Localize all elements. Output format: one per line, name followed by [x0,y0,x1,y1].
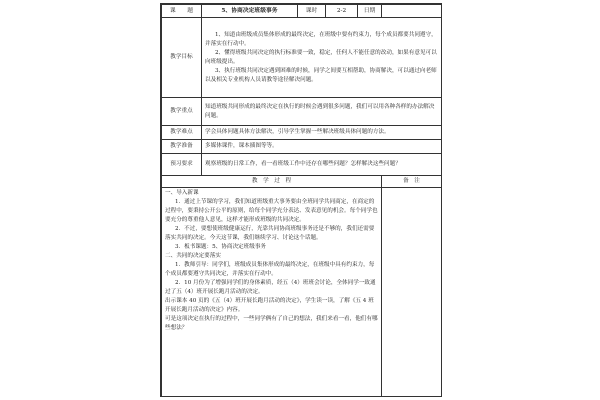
hours-label: 课时 [298,5,326,18]
topic-label: 课 题 [162,5,202,18]
process-line: 一、导入新课 [165,190,199,196]
process-line: 2．10 月份为了增强同学们的身体素质，经五（4）班班会讨论，全体同学一致通过了五（4）班开展长跑月活动的决定。 [165,280,376,295]
process-line: 可是这项决定在执行的过程中，一些同学俩有了自己的想法，我们来看一看，他们有哪些想法？ [165,316,378,331]
key-points-content: 知道班级共同形成的最终决定在执行的时候会遇到很多问题，我们可以用各种各样的办法解决问题。 [202,98,442,126]
difficulties-content: 学会具体问题具体方法解决，引导学生掌握一些解决班级具体问题的方法。 [202,126,442,140]
hours-value: 2-2 [326,5,358,18]
objectives-content [202,18,442,98]
preview-content: 观察班级的日常工作，看一看班级工作中还存在哪些问题？怎样解决这些问题？ [202,154,442,176]
process-line: 1．通过上节课的学习，我们知道班级重大事务要由全班同学共同商定，在商定的过程中，要秉持公开公平的原则，给每个同学充分表达、发表意见的机会。每个同学也要充分的尊重他人意见，这样才能形成班级的共同决定。 [165,199,378,223]
objectives-label: 教学目标 [162,18,202,98]
process-content [162,188,382,398]
remarks-header: 备 注 [382,176,442,188]
lesson-plan-document [160,3,442,397]
remarks-content [382,188,442,398]
lesson-plan-table [161,4,442,397]
process-header: 教 学 过 程 [162,176,382,188]
process-line: 1．教师引导：同学们，班级成员集体形成的最终决定，在班级中具有约束力，每个成员都要遵守共同决定，并落实在行动中。 [165,262,375,277]
date-value [382,5,442,18]
process-line: 2．不过，要想使班级健康运行，光靠共同协商班级事务还是不够的，我们还需要落实共同的决定。今天这节课，我们继续学习、讨论这个话题。 [165,226,375,241]
process-line: 出示课本 40 页的《五（4）班开展长跑月活动的决定》，学生读一读，了解《五 4 班开展长跑月活动的决定》内容。 [165,298,374,313]
preparation-label: 教学准备 [162,140,202,154]
topic-value: 5、协商决定班级事务 [202,5,298,18]
objective-item: 3、执行班级共同决定遇到困难的时候，同学之间要互相帮助，协商解决，可以通过向老师以及相关专业机构人员请教等途径解决问题。 [205,67,437,83]
key-points-label: 教学重点 [162,98,202,126]
process-line: 3．板书课题：5、协商决定班级事务 [175,244,267,250]
process-line: 二、共同的决定要落实 [165,253,221,259]
objective-item: 2、懂得班级共同决定的执行标准要一致，稳定，任何人不能任意的改动，如果有意见可以向班级提出。 [205,49,437,65]
objective-item: 1、知道由班级成员集体形成的最终决定，在班级中要有约束力，每个成员都要共同遵守，并落实在行动中。 [205,31,437,47]
date-label: 日期 [358,5,382,18]
preview-label: 预习要求 [162,154,202,176]
difficulties-label: 教学难点 [162,126,202,140]
preparation-content: 多媒体课件，课本插图等等。 [202,140,442,154]
